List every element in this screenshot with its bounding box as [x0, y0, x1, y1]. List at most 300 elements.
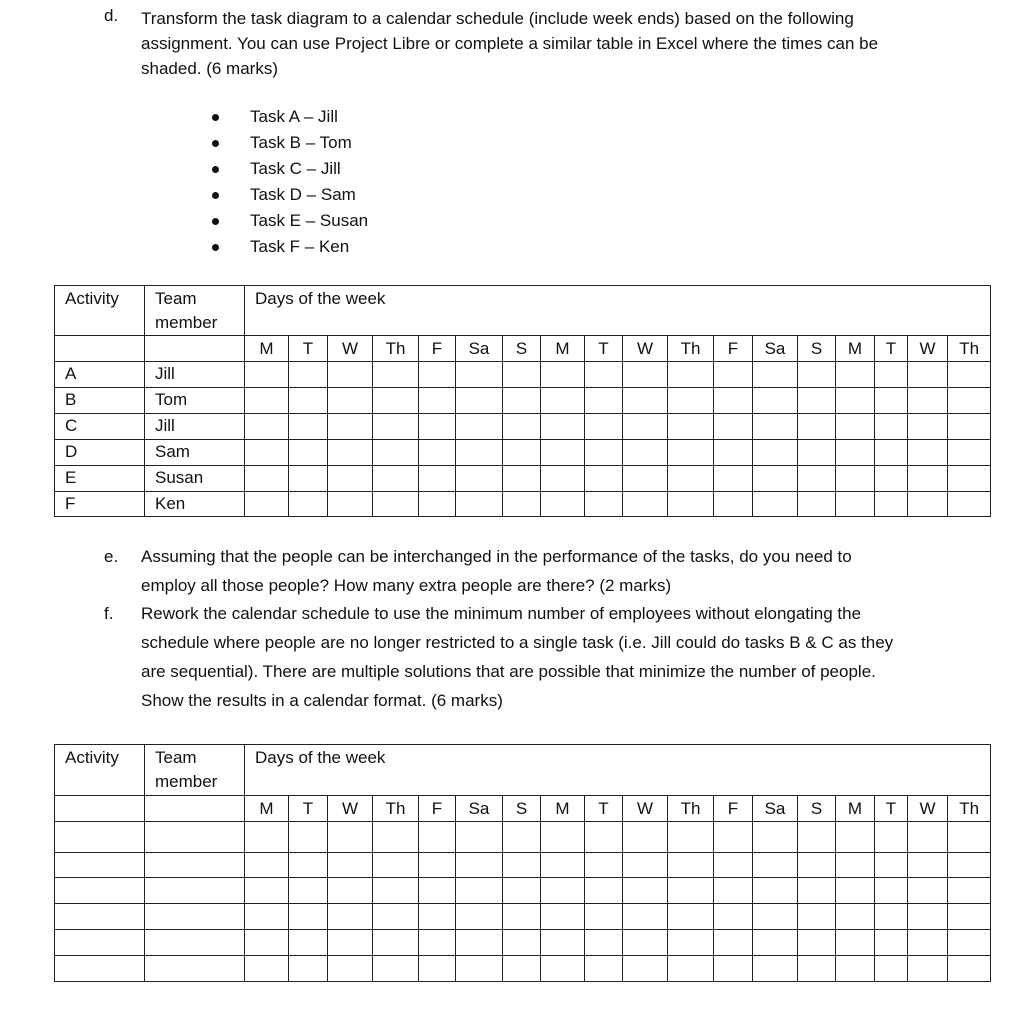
member-cell[interactable] [145, 822, 245, 853]
day-header: T [875, 796, 908, 822]
schedule-cell[interactable] [668, 466, 714, 492]
schedule-cell[interactable] [289, 878, 328, 904]
schedule-cell[interactable] [503, 492, 541, 517]
schedule-cell[interactable] [753, 362, 798, 388]
table-row [55, 466, 991, 492]
activity-cell[interactable] [55, 956, 145, 982]
schedule-cell[interactable] [836, 414, 875, 440]
schedule-cell[interactable] [541, 362, 585, 388]
schedule-cell[interactable] [623, 822, 668, 853]
day-header: W [623, 336, 668, 362]
schedule-cell[interactable] [585, 853, 623, 878]
schedule-cell[interactable] [798, 878, 836, 904]
schedule-cell[interactable] [419, 853, 456, 878]
schedule-cell[interactable] [836, 853, 875, 878]
schedule-cell[interactable] [289, 466, 328, 492]
days-header: Days of the week [245, 745, 991, 796]
day-header: M [245, 796, 289, 822]
schedule-cell[interactable] [908, 878, 948, 904]
empty-cell [55, 336, 145, 362]
assignment-text: Task F – Ken [250, 237, 350, 256]
schedule-cell[interactable] [289, 362, 328, 388]
schedule-cell[interactable] [585, 466, 623, 492]
schedule-cell[interactable] [503, 466, 541, 492]
schedule-cell[interactable] [585, 878, 623, 904]
schedule-cell[interactable] [503, 440, 541, 466]
schedule-cell[interactable] [419, 492, 456, 517]
team-member-header [145, 286, 245, 336]
schedule-cell[interactable] [948, 440, 991, 466]
schedule-cell[interactable] [585, 388, 623, 414]
assignment-text: Task E – Susan [250, 211, 369, 230]
schedule-cell[interactable] [753, 904, 798, 930]
schedule-cell[interactable] [373, 822, 419, 853]
schedule-cell[interactable] [289, 492, 328, 517]
day-header: T [585, 336, 623, 362]
schedule-cell[interactable] [503, 414, 541, 440]
day-header: S [503, 336, 541, 362]
schedule-cell[interactable] [541, 388, 585, 414]
schedule-cell[interactable] [753, 414, 798, 440]
schedule-cell[interactable] [714, 904, 753, 930]
day-header: S [798, 796, 836, 822]
schedule-cell[interactable] [456, 878, 503, 904]
schedule-cell[interactable] [753, 930, 798, 956]
schedule-cell[interactable] [668, 492, 714, 517]
member-cell: Susan [145, 466, 245, 492]
activity-cell: A [55, 362, 145, 388]
schedule-cell[interactable] [908, 492, 948, 517]
schedule-cell[interactable] [836, 492, 875, 517]
schedule-cell[interactable] [798, 853, 836, 878]
question-f-text [141, 599, 981, 715]
day-header: Th [668, 336, 714, 362]
member-cell[interactable] [145, 878, 245, 904]
schedule-cell[interactable] [503, 956, 541, 982]
empty-cell [55, 796, 145, 822]
schedule-cell[interactable] [419, 904, 456, 930]
schedule-cell[interactable] [908, 853, 948, 878]
schedule-cell[interactable] [419, 878, 456, 904]
member-cell[interactable] [145, 930, 245, 956]
schedule-cell[interactable] [908, 440, 948, 466]
schedule-cell[interactable] [753, 492, 798, 517]
schedule-cell[interactable] [328, 440, 373, 466]
schedule-cell[interactable] [623, 440, 668, 466]
schedule-cell[interactable] [623, 956, 668, 982]
table-row [55, 904, 991, 930]
schedule-cell[interactable] [714, 956, 753, 982]
empty-cell [145, 336, 245, 362]
table-row [55, 930, 991, 956]
schedule-cell[interactable] [541, 956, 585, 982]
assignment-text: Task D – Sam [250, 185, 356, 204]
day-header: W [908, 336, 948, 362]
schedule-cell[interactable] [503, 853, 541, 878]
schedule-cell[interactable] [836, 466, 875, 492]
schedule-cell[interactable] [668, 822, 714, 853]
schedule-cell[interactable] [289, 904, 328, 930]
team-member-header [145, 745, 245, 796]
schedule-cell[interactable] [908, 956, 948, 982]
question-d-text [141, 6, 981, 81]
schedule-cell[interactable] [585, 904, 623, 930]
schedule-cell[interactable] [456, 904, 503, 930]
schedule-cell[interactable] [908, 414, 948, 440]
schedule-cell[interactable] [541, 492, 585, 517]
schedule-cell[interactable] [836, 440, 875, 466]
schedule-cell[interactable] [836, 904, 875, 930]
question-e-text [141, 542, 981, 600]
schedule-cell[interactable] [456, 440, 503, 466]
schedule-cell[interactable] [373, 853, 419, 878]
schedule-cell[interactable] [245, 853, 289, 878]
day-header: Th [948, 336, 991, 362]
schedule-cell[interactable] [875, 414, 908, 440]
table-row [55, 853, 991, 878]
schedule-cell[interactable] [836, 878, 875, 904]
schedule-cell[interactable] [419, 362, 456, 388]
schedule-cell[interactable] [328, 492, 373, 517]
schedule-cell[interactable] [245, 822, 289, 853]
schedule-cell[interactable] [373, 466, 419, 492]
schedule-cell[interactable] [875, 904, 908, 930]
schedule-cell[interactable] [798, 930, 836, 956]
schedule-cell[interactable] [875, 956, 908, 982]
schedule-cell[interactable] [875, 878, 908, 904]
schedule-cell[interactable] [328, 904, 373, 930]
member-cell[interactable] [145, 853, 245, 878]
schedule-cell[interactable] [245, 466, 289, 492]
header-line: member [155, 313, 218, 332]
schedule-cell[interactable] [836, 362, 875, 388]
schedule-cell[interactable] [714, 930, 753, 956]
schedule-cell[interactable] [798, 388, 836, 414]
schedule-cell[interactable] [753, 466, 798, 492]
activity-cell[interactable] [55, 853, 145, 878]
activity-cell: B [55, 388, 145, 414]
schedule-cell[interactable] [836, 930, 875, 956]
text-line: Transform the task diagram to a calendar schedule (include week ends) based on the following [141, 9, 854, 28]
day-header: M [245, 336, 289, 362]
day-header: M [541, 796, 585, 822]
schedule-cell[interactable] [419, 466, 456, 492]
schedule-cell[interactable] [245, 388, 289, 414]
schedule-cell[interactable] [373, 440, 419, 466]
schedule-cell[interactable] [373, 362, 419, 388]
schedule-cell[interactable] [668, 362, 714, 388]
schedule-cell[interactable] [753, 956, 798, 982]
schedule-cell[interactable] [798, 956, 836, 982]
schedule-cell[interactable] [289, 822, 328, 853]
schedule-cell[interactable] [373, 930, 419, 956]
schedule-cell[interactable] [875, 822, 908, 853]
schedule-cell[interactable] [668, 956, 714, 982]
schedule-cell[interactable] [456, 853, 503, 878]
day-header: Th [948, 796, 991, 822]
schedule-cell[interactable] [245, 492, 289, 517]
header-line: Team [155, 289, 197, 308]
schedule-cell[interactable] [753, 822, 798, 853]
schedule-cell[interactable] [753, 440, 798, 466]
schedule-cell[interactable] [668, 440, 714, 466]
schedule-cell[interactable] [289, 440, 328, 466]
schedule-cell[interactable] [908, 904, 948, 930]
schedule-cell[interactable] [623, 414, 668, 440]
member-cell[interactable] [145, 904, 245, 930]
schedule-cell[interactable] [419, 388, 456, 414]
schedule-cell[interactable] [875, 440, 908, 466]
schedule-cell[interactable] [541, 822, 585, 853]
schedule-cell[interactable] [798, 414, 836, 440]
schedule-cell[interactable] [948, 388, 991, 414]
text-line: schedule where people are no longer restricted to a single task (i.e. Jill could do tasks B & C as they [141, 633, 894, 652]
schedule-cell[interactable] [875, 388, 908, 414]
schedule-cell[interactable] [328, 388, 373, 414]
schedule-cell[interactable] [373, 956, 419, 982]
schedule-cell[interactable] [328, 853, 373, 878]
member-cell[interactable] [145, 956, 245, 982]
activity-cell[interactable] [55, 904, 145, 930]
activity-cell[interactable] [55, 822, 145, 853]
schedule-cell[interactable] [948, 466, 991, 492]
schedule-cell[interactable] [419, 956, 456, 982]
schedule-cell[interactable] [714, 466, 753, 492]
day-header: Sa [456, 336, 503, 362]
schedule-cell[interactable] [623, 878, 668, 904]
day-header: Th [373, 796, 419, 822]
schedule-cell[interactable] [948, 904, 991, 930]
schedule-cell[interactable] [908, 466, 948, 492]
schedule-cell[interactable] [798, 440, 836, 466]
schedule-cell[interactable] [623, 362, 668, 388]
schedule-cell[interactable] [456, 822, 503, 853]
schedule-cell[interactable] [503, 930, 541, 956]
schedule-cell[interactable] [875, 853, 908, 878]
schedule-cell[interactable] [503, 822, 541, 853]
schedule-cell[interactable] [714, 878, 753, 904]
schedule-cell[interactable] [456, 492, 503, 517]
schedule-cell[interactable] [289, 414, 328, 440]
schedule-cell[interactable] [245, 414, 289, 440]
member-cell: Jill [145, 362, 245, 388]
day-header: M [541, 336, 585, 362]
schedule-cell[interactable] [503, 388, 541, 414]
schedule-cell[interactable] [836, 956, 875, 982]
schedule-cell[interactable] [585, 492, 623, 517]
schedule-cell[interactable] [289, 956, 328, 982]
schedule-cell[interactable] [668, 930, 714, 956]
schedule-cell[interactable] [798, 492, 836, 517]
schedule-cell[interactable] [668, 904, 714, 930]
schedule-cell[interactable] [328, 466, 373, 492]
assignment-text: Task C – Jill [250, 159, 341, 178]
schedule-cell[interactable] [328, 362, 373, 388]
activity-cell: E [55, 466, 145, 492]
schedule-cell[interactable] [948, 362, 991, 388]
schedule-cell[interactable] [585, 362, 623, 388]
schedule-cell[interactable] [623, 904, 668, 930]
bullet-icon [212, 166, 219, 173]
schedule-cell[interactable] [798, 822, 836, 853]
table-row [55, 440, 991, 466]
schedule-cell[interactable] [289, 388, 328, 414]
activity-cell[interactable] [55, 930, 145, 956]
schedule-cell[interactable] [456, 362, 503, 388]
schedule-cell[interactable] [245, 878, 289, 904]
schedule-cell[interactable] [541, 440, 585, 466]
schedule-cell[interactable] [503, 878, 541, 904]
schedule-cell[interactable] [373, 904, 419, 930]
schedule-cell[interactable] [503, 362, 541, 388]
day-header: S [798, 336, 836, 362]
schedule-cell[interactable] [836, 822, 875, 853]
schedule-cell[interactable] [503, 904, 541, 930]
schedule-cell[interactable] [419, 822, 456, 853]
schedule-cell[interactable] [541, 853, 585, 878]
schedule-cell[interactable] [668, 388, 714, 414]
schedule-cell[interactable] [419, 440, 456, 466]
table-row [55, 362, 991, 388]
day-header: M [836, 336, 875, 362]
schedule-cell[interactable] [289, 930, 328, 956]
schedule-cell[interactable] [875, 930, 908, 956]
bullet-icon [212, 192, 219, 199]
schedule-table-2 [54, 744, 991, 982]
question-f-label: f. [104, 604, 114, 623]
schedule-cell[interactable] [373, 492, 419, 517]
schedule-cell[interactable] [908, 930, 948, 956]
schedule-cell[interactable] [289, 853, 328, 878]
day-header: T [875, 336, 908, 362]
table-row [55, 388, 991, 414]
activity-header: Activity [55, 745, 145, 796]
schedule-cell[interactable] [714, 388, 753, 414]
schedule-cell[interactable] [245, 440, 289, 466]
schedule-cell[interactable] [585, 822, 623, 853]
schedule-cell[interactable] [373, 878, 419, 904]
schedule-cell[interactable] [753, 853, 798, 878]
schedule-cell[interactable] [623, 930, 668, 956]
schedule-cell[interactable] [623, 388, 668, 414]
schedule-cell[interactable] [714, 440, 753, 466]
schedule-cell[interactable] [798, 362, 836, 388]
schedule-cell[interactable] [798, 904, 836, 930]
schedule-cell[interactable] [541, 904, 585, 930]
schedule-table-1 [54, 285, 991, 517]
member-cell: Sam [145, 440, 245, 466]
schedule-cell[interactable] [245, 956, 289, 982]
schedule-cell[interactable] [948, 492, 991, 517]
schedule-cell[interactable] [623, 853, 668, 878]
schedule-cell[interactable] [948, 930, 991, 956]
schedule-cell[interactable] [245, 904, 289, 930]
schedule-cell[interactable] [623, 492, 668, 517]
schedule-cell[interactable] [585, 930, 623, 956]
schedule-cell[interactable] [328, 930, 373, 956]
day-header: F [419, 336, 456, 362]
header-line: Team [155, 748, 197, 767]
schedule-cell[interactable] [875, 492, 908, 517]
schedule-cell[interactable] [541, 466, 585, 492]
schedule-cell[interactable] [373, 388, 419, 414]
schedule-cell[interactable] [585, 440, 623, 466]
schedule-cell[interactable] [373, 414, 419, 440]
schedule-cell[interactable] [245, 362, 289, 388]
schedule-cell[interactable] [668, 853, 714, 878]
schedule-cell[interactable] [753, 388, 798, 414]
schedule-cell[interactable] [948, 414, 991, 440]
schedule-cell[interactable] [456, 956, 503, 982]
activity-cell: C [55, 414, 145, 440]
day-header: Sa [456, 796, 503, 822]
schedule-cell[interactable] [798, 466, 836, 492]
table-row [55, 492, 991, 517]
schedule-cell[interactable] [714, 822, 753, 853]
schedule-cell[interactable] [456, 930, 503, 956]
table-row [55, 956, 991, 982]
schedule-cell[interactable] [419, 930, 456, 956]
day-header: F [714, 336, 753, 362]
schedule-cell[interactable] [714, 362, 753, 388]
schedule-cell[interactable] [948, 878, 991, 904]
schedule-cell[interactable] [753, 878, 798, 904]
schedule-cell[interactable] [948, 956, 991, 982]
schedule-cell[interactable] [836, 388, 875, 414]
text-line: Show the results in a calendar format. (6 marks) [141, 691, 503, 710]
schedule-cell[interactable] [875, 362, 908, 388]
day-header: T [289, 336, 328, 362]
schedule-cell[interactable] [456, 466, 503, 492]
member-cell: Tom [145, 388, 245, 414]
activity-cell[interactable] [55, 878, 145, 904]
schedule-cell[interactable] [541, 930, 585, 956]
schedule-cell[interactable] [585, 956, 623, 982]
schedule-cell[interactable] [948, 853, 991, 878]
schedule-cell[interactable] [328, 822, 373, 853]
schedule-cell[interactable] [585, 414, 623, 440]
schedule-cell[interactable] [714, 492, 753, 517]
schedule-cell[interactable] [328, 956, 373, 982]
schedule-cell[interactable] [668, 414, 714, 440]
schedule-cell[interactable] [541, 878, 585, 904]
schedule-cell[interactable] [623, 466, 668, 492]
day-header: Th [668, 796, 714, 822]
schedule-cell[interactable] [908, 362, 948, 388]
schedule-cell[interactable] [456, 414, 503, 440]
schedule-cell[interactable] [714, 414, 753, 440]
schedule-cell[interactable] [908, 388, 948, 414]
schedule-cell[interactable] [419, 414, 456, 440]
schedule-cell[interactable] [875, 466, 908, 492]
day-header: W [623, 796, 668, 822]
day-header: S [503, 796, 541, 822]
schedule-cell[interactable] [948, 822, 991, 853]
text-line: employ all those people? How many extra people are there? (2 marks) [141, 576, 672, 595]
schedule-cell[interactable] [908, 822, 948, 853]
schedule-cell[interactable] [328, 878, 373, 904]
activity-cell: F [55, 492, 145, 517]
schedule-cell[interactable] [541, 414, 585, 440]
schedule-cell[interactable] [714, 853, 753, 878]
bullet-icon [212, 140, 219, 147]
schedule-cell[interactable] [245, 930, 289, 956]
empty-cell [145, 796, 245, 822]
day-header: W [908, 796, 948, 822]
schedule-cell[interactable] [328, 414, 373, 440]
schedule-cell[interactable] [668, 878, 714, 904]
schedule-cell[interactable] [456, 388, 503, 414]
